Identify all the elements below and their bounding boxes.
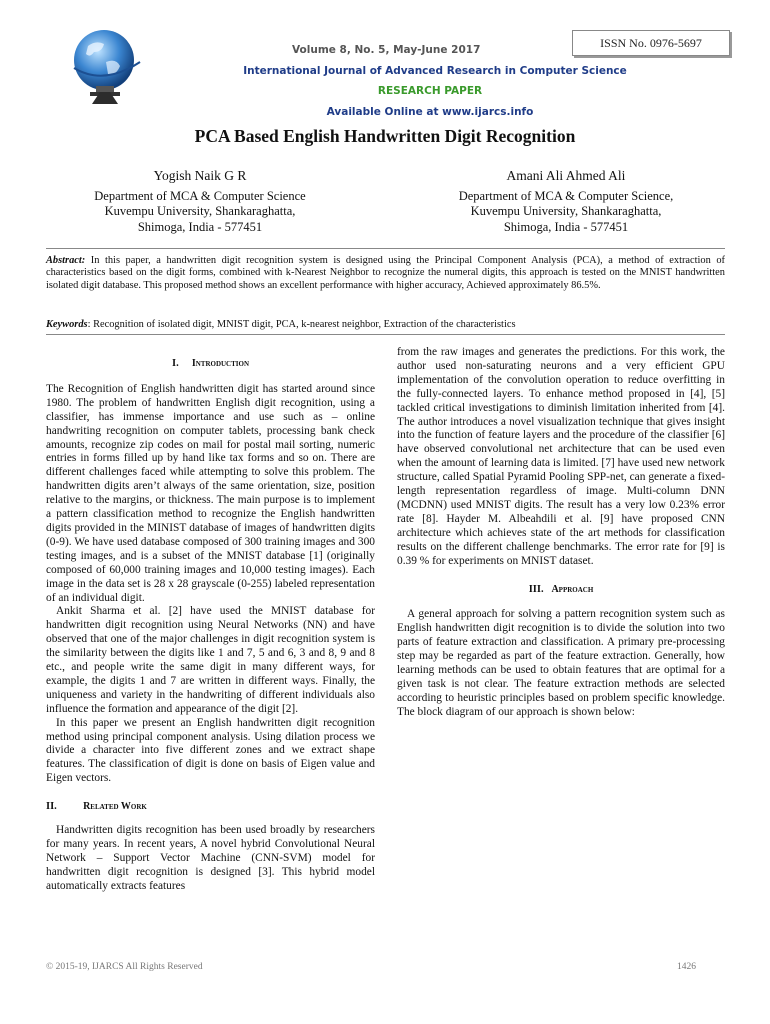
section-title: Introduction <box>191 358 250 369</box>
keywords-label: Keywords <box>46 319 88 330</box>
paragraph: Handwritten digits recognition has been used broadly by researchers for many years. In recent years, A novel hybrid Convolutional Neural Network – Support Vector Machine (CNN-SVM) model for handwritten digit recognition is designed [3]. This hybrid model automatically extracts features <box>46 824 375 892</box>
abstract <box>46 255 725 292</box>
author-name: Amani Ali Ahmed Ali <box>506 168 626 183</box>
abstract-text: In this paper, a handwritten digit recognition system is designed using the Principal Component Analysis (PCA), a method of extraction of characteristics based on the digit forms, combined with k-Nearest Neighbor to recognize the numeral digits, this approach is tested on the MNIST handwritten isolated digit database. This proposed method shows an excellent performance with higher accuracy, Achieved approximately 86.5%. <box>46 255 725 291</box>
journal-name: International Journal of Advanced Research in Computer Science <box>243 65 627 77</box>
issn-box: ISSN No. 0976-5697 <box>572 30 730 56</box>
left-column <box>46 357 375 894</box>
paragraph: The Recognition of English handwritten digit has started around since 1980. The problem of handwritten English digit recognition, using a classifier, has immense importance and use such as – online handwriting recognition on computer tablets, processing bank check amounts, recognize zip codes on mail for postal mail sorting, numeric entries in forms filled up by hand like tax forms and so on. There are different challenges faced while attempting to solve this problem. The handwritten digits aren’t always of the same orientation, size, position relative to the margins, or thickness. The main purpose is to implement a pattern classification method to recognize the English handwritten digits provided in the MINIST database of images of handwritten digits (0-9). We have used database composed of 300 training images and 300 testing images, and is a subset of the MNIST database [1] (originally composed of 60,000 training images and 10,000 testing images). Each image in the data set is 28 x 28 grayscale (0-255) labeled representation of an individual digit. <box>46 382 375 604</box>
author-affiliation: Kuvempu University, Shankaraghatta, <box>470 204 662 218</box>
section-number: I. <box>171 358 179 369</box>
author-affiliation: Shimoga, India - 577451 <box>503 219 629 234</box>
availability-link[interactable]: Available Online at www.ijarcs.info <box>326 106 534 118</box>
divider-bottom <box>46 334 725 335</box>
paragraph: from the raw images and generates the predictions. For this work, the author used non-saturating neurons and a very efficient GPU implementation of the convolution operation to reduce overfitting in the fully-connected layers. To enhance method proposed in [4], [5] tackled critical investigations to diminish limitation inherited from [4]. The author introduces a novel visualization technique that gives insight into the function of feature layers and the procedure of the classifier [6] have observed convolutional net architecture that can be used even when the amount of learning data is limited. [7] have used new network structure, called Spatial Pyramid Pooling SPP-net, can generate a fixed-length representation regardless of image. Multi-column DNN (MCDNN) used MNIST digits. The result has a very low 0.23% error rate [8]. Hayder M. Albeahdili et al. [9] have proposed CNN architecture which achieves state of the art methods for classification results on the different challenge benchmarks. The error rate for [9] is 0.39 % for experiments on MNIST dataset. <box>397 346 725 567</box>
paragraph: A general approach for solving a pattern recognition system such as English handwritten digit recognition is to divide the solution into two parts of feature extraction and classification. A primary pre-processing step may be regarded as part of the feature extraction. Generally, how learning methods can be used to obtain features that are optimal for a given task is not clear. The feature extraction methods are selected according to heuristic principles based on problem specific knowledge. The block diagram of our approach is shown below: <box>397 608 725 718</box>
author-affiliation: Shimoga, India - 577451 <box>137 219 263 234</box>
right-column <box>397 346 725 720</box>
author-block-2 <box>406 168 726 235</box>
section-heading-approach <box>397 583 725 597</box>
paper-type: RESEARCH PAPER <box>377 85 483 97</box>
author-affiliation: Kuvempu University, Shankaraghatta, <box>104 204 296 218</box>
volume-info: Volume 8, No. 5, May-June 2017 <box>292 44 481 56</box>
paragraph: In this paper we present an English handwritten digit recognition method using principal component analysis. Using dilation process we divide a character into five different zones and we extract shape features. The classification of digit is done on basis of Eigen value and Eigen vectors. <box>46 716 375 785</box>
copyright-footer: © 2015-19, IJARCS All Rights Reserved <box>46 962 203 972</box>
section-number: III. <box>528 583 544 595</box>
section-title: Related Work <box>83 801 147 813</box>
author-affiliation: Department of MCA & Computer Science, <box>458 188 674 203</box>
author-block-1 <box>40 168 360 235</box>
section-heading-related-work <box>46 800 375 814</box>
divider-top <box>46 248 725 249</box>
abstract-label: Abstract: <box>46 255 86 266</box>
paragraph: Ankit Sharma et al. [2] have used the MNIST database for handwritten digit recognition using Neural Networks (NN) and have observed that one of the major challenges in digit recognition system is the similarity between the digits like 1 and 7, 5 and 6, 3 and 8, 9 and 8 etc., and people write the same digit in many different ways, for example, the digits 1 and 7 are written in different ways. Finally, the uniqueness and variety in the handwriting of different individuals also influence the formation and appearance of the digit [2]. <box>46 605 375 715</box>
author-name: Yogish Naik G R <box>153 168 247 183</box>
section-heading-introduction <box>46 357 375 371</box>
author-affiliation: Department of MCA & Computer Science <box>94 188 306 203</box>
page-number: 1426 <box>677 962 696 972</box>
keywords <box>46 319 725 331</box>
section-number: II. <box>46 801 57 813</box>
keywords-text: : Recognition of isolated digit, MNIST digit, PCA, k-nearest neighbor, Extraction of the characteristics <box>87 319 516 330</box>
section-title: Approach <box>551 583 594 595</box>
paper-title: PCA Based English Handwritten Digit Recognition <box>194 126 576 146</box>
